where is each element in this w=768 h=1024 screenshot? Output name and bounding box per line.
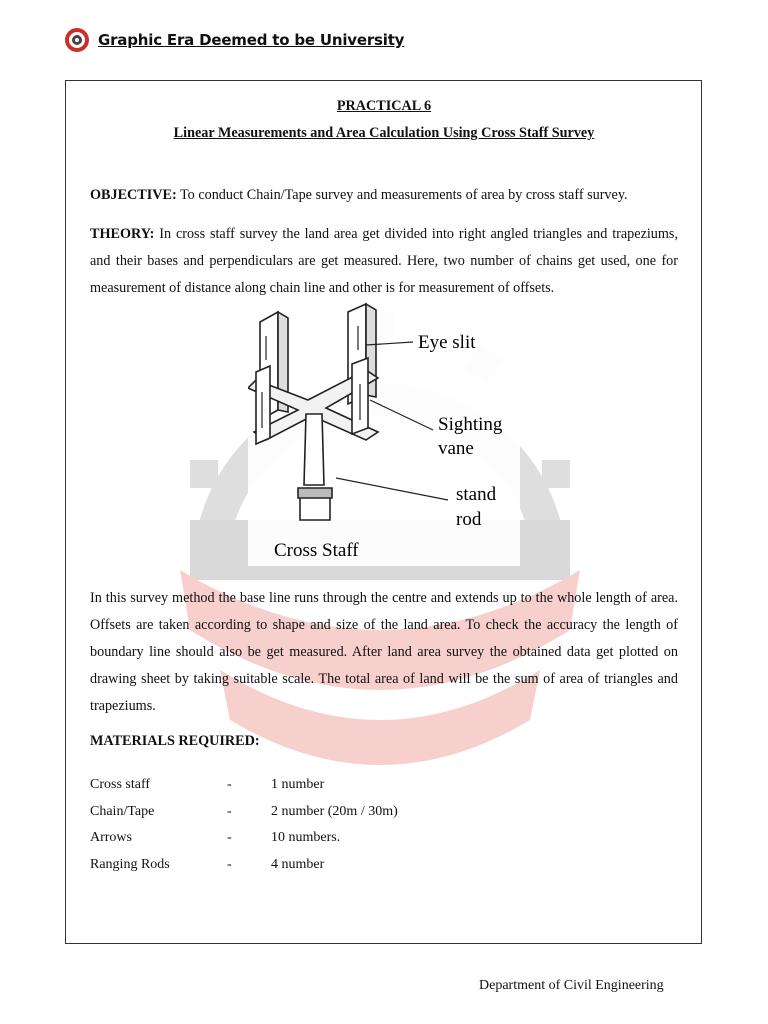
material-quantity: 1 number: [271, 777, 325, 792]
theory-label: THEORY:: [90, 226, 155, 242]
theory-text: In cross staff survey the land area get divided into right angled triangles and trapeziums, and their bases and perpendiculars are get measured. Here, two number of chains get used, one for measurement of distance along chain line and other is for measurement of offsets.: [90, 226, 678, 296]
material-dash: -: [227, 803, 232, 819]
cross-staff-figure: [248, 300, 520, 566]
material-dash: -: [227, 830, 232, 845]
theory-paragraph: [90, 221, 678, 302]
materials-list: [90, 772, 521, 878]
material-quantity: 10 numbers.: [271, 830, 341, 845]
practical-number: PRACTICAL 6: [336, 98, 432, 114]
material-quantity: 2 number (20m / 30m): [271, 803, 398, 819]
list-item: [90, 772, 521, 799]
material-name: Arrows: [90, 830, 132, 845]
figure-caption: Cross Staff: [274, 540, 359, 561]
material-name: Ranging Rods: [90, 856, 170, 872]
material-dash: -: [227, 777, 232, 792]
objective-paragraph: [90, 182, 678, 209]
practical-subtitle: Linear Measurements and Area Calculation Using Cross Staff Survey: [173, 125, 595, 141]
university-logo-icon: [64, 27, 90, 53]
list-item: [90, 825, 521, 852]
material-dash: -: [227, 856, 232, 872]
list-item: [90, 852, 521, 879]
material-quantity: 4 number: [271, 856, 325, 872]
university-name: Graphic Era Deemed to be University: [98, 31, 405, 49]
page-header: [64, 27, 404, 53]
document-body: [90, 93, 678, 302]
figure-label-stand: stand: [456, 484, 497, 505]
list-item: [90, 799, 521, 826]
figure-label-vane: vane: [438, 438, 474, 459]
material-name: Chain/Tape: [90, 803, 155, 819]
figure-label-rod: rod: [456, 509, 482, 530]
department-footer: Department of Civil Engineering: [479, 978, 664, 993]
survey-method-paragraph: In this survey method the base line runs through the centre and extends up to the whole length of area. Offsets are taken according to shape and size of the land area. To check the accuracy the length of boundary line should also be get measured. After land area survey the obtained data get plotted on drawing sheet by taking suitable scale. The total area of land will be the sum of area of triangles and trapeziums.: [90, 590, 678, 714]
figure-label-sighting: Sighting: [438, 414, 503, 435]
figure-label-eye-slit: Eye slit: [418, 332, 476, 353]
materials-heading: MATERIALS REQUIRED:: [90, 733, 260, 749]
material-name: Cross staff: [90, 777, 151, 792]
objective-text: To conduct Chain/Tape survey and measurements of area by cross staff survey.: [176, 187, 628, 203]
objective-label: OBJECTIVE:: [90, 187, 177, 203]
